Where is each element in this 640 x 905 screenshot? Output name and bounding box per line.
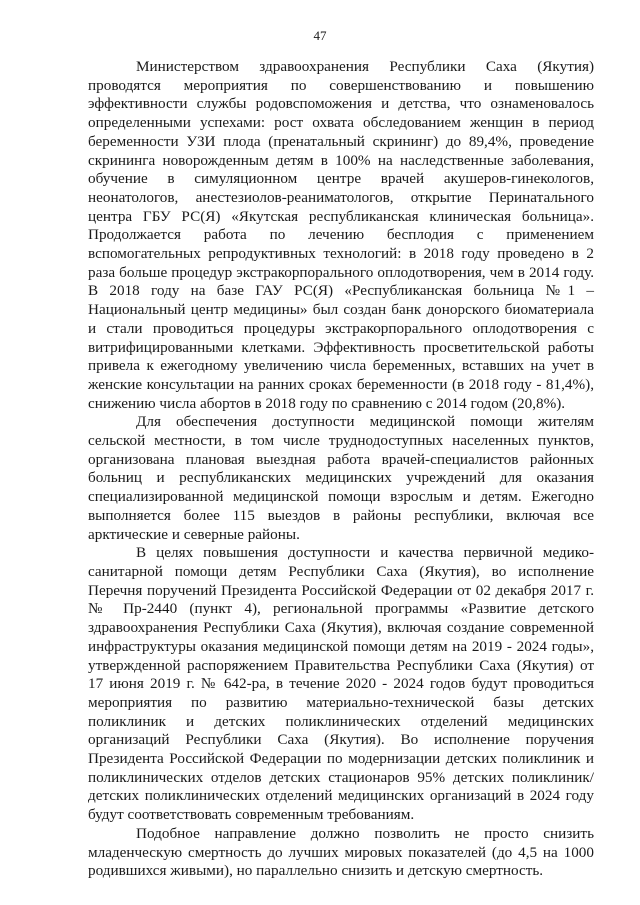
page-number: 47 — [313, 28, 327, 43]
document-body — [88, 58, 594, 881]
paragraph-maternity-services: Министерством здравоохранения Республики Саха (Якутия) проводятся мероприятия по совершенствованию и повышению эффективности службы родовспоможения и детства, что ознаменовалось определенными успехами: рост охвата обследованием женщин в период беременности УЗИ плода (пренатальный скрининг) до 89,4%, проведение скрининга новорожденным детям в 100% на наследственные заболевания, обучение в симуляционном центре врачей акушеров-гинекологов, неонатологов, анестезиолов-реаниматологов, открытие Перинатального центра ГБУ РС(Я) «Якутская республиканская клиническая больница». Продолжается работа по лечению бесплодия с применением вспомогательных репродуктивных технологий: в 2018 году проведено в 2 раза больше процедур экстракорпорального оплодотворения, чем в 2014 году. В 2018 году на базе ГАУ РС(Я) «Республиканская больница №1 – Национальный центр медицины» был создан банк донорского биоматериала и стали проводиться процедуры экстракорпорального оплодотворения с витрифицированными клетками. Эффективность просветительской работы привела к ежегодному увеличению числа беременных, вставших на учет в женские консультации на ранних сроках беременности (в 2018 году - 81,4%), снижению числа абортов в 2018 году по сравнению с 2014 годом (20,8%). — [88, 58, 594, 412]
paragraph-mortality-goal: Подобное направление должно позволить не просто снизить младенческую смертность до лучших мировых показателей (до 4,5 на 1000 родившихся живыми), но параллельно снизить и детскую смертность. — [88, 824, 594, 880]
paragraph-pediatric-care: В целях повышения доступности и качества первичной медико-санитарной помощи детям Республики Саха (Якутия), во исполнение Перечня поручений Президента Российской Федерации от 02 декабря 2017 г. № Пр-2440 (пункт 4), региональной программы «Развитие детского здравоохранения Республики Саха (Якутия), включая создание современной инфраструктуры оказания медицинской помощи детям на 2019 - 2024 годы», утвержденной распоряжением Правительства Республики Саха (Якутия) от 17 июня 2019 г. № 642-ра, в течение 2020 - 2024 годов будут проводиться мероприятия по развитию материально-технической базы детских поликлиник и детских поликлинических отделений медицинских организаций Республики Саха (Якутия). Во исполнение поручения Президента Российской Федерации по модернизации детских поликлиник и поликлинических отделов детских стационаров 95% детских поликлиник/детских поликлинических отделений медицинских организаций в 2024 году будут соответствовать современным требованиям. — [88, 544, 594, 824]
paragraph-rural-access: Для обеспечения доступности медицинской помощи жителям сельской местности, в том числе труднодоступных населенных пунктов, организована плановая выездная работа врачей-специалистов районных больниц и республиканских медицинских учреждений для оказания специализированной медицинской помощи взрослым и детям. Ежегодно выполняется более 115 выездов в районы республики, включая все арктические и северные районы. — [88, 413, 594, 543]
